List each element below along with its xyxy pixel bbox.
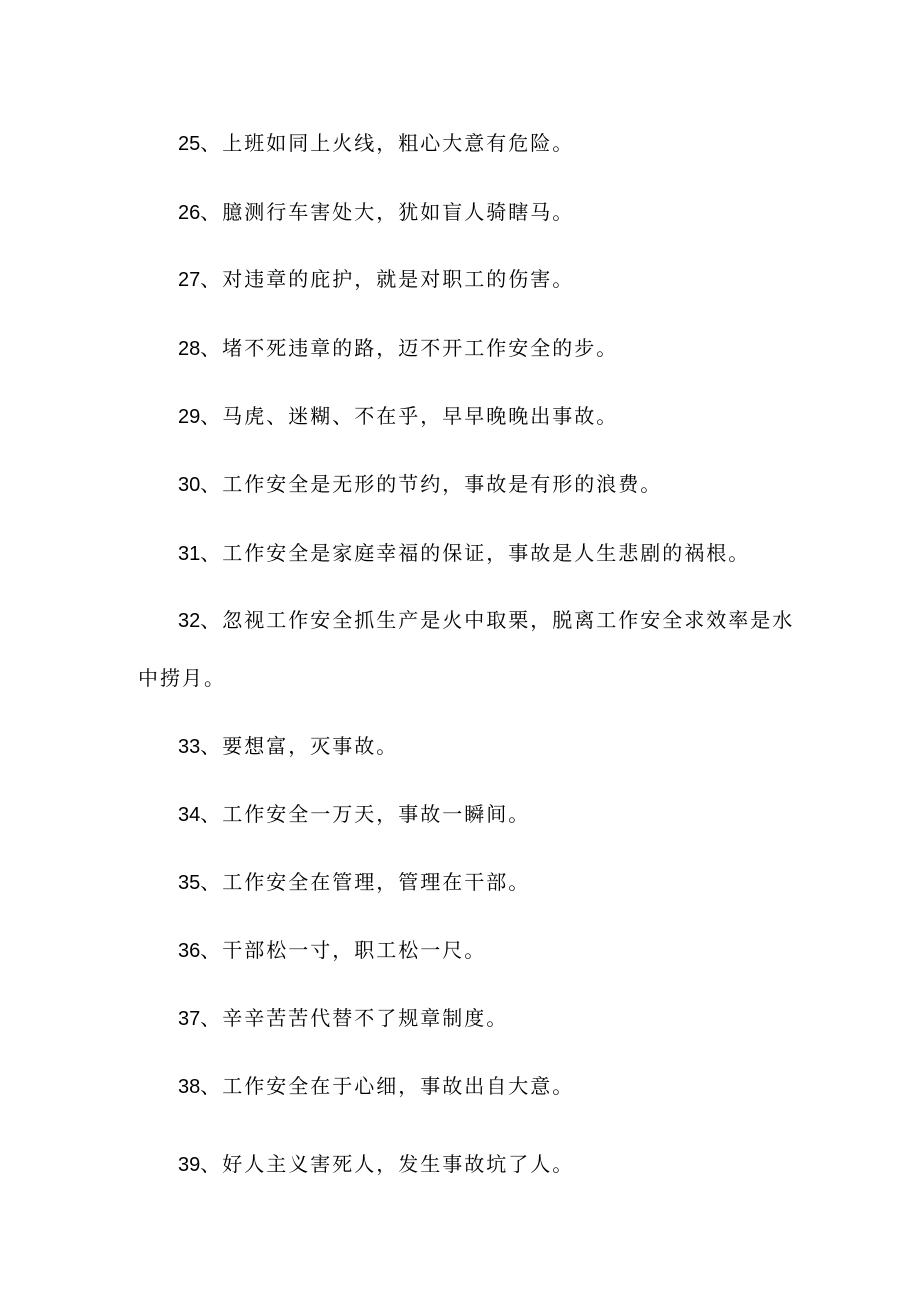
item-number: 39 — [178, 1154, 201, 1176]
item-number: 30 — [178, 474, 201, 496]
slogan-item-26 — [178, 200, 798, 225]
item-number: 37 — [178, 1008, 201, 1030]
item-number: 38 — [178, 1076, 201, 1098]
item-number: 31 — [178, 543, 201, 565]
item-text: 、干部松一寸，职工松一尺。 — [200, 938, 487, 962]
item-text: 、工作安全是家庭幸福的保证，事故是人生悲剧的祸根。 — [200, 541, 751, 565]
item-number: 34 — [178, 804, 201, 826]
slogan-item-35 — [178, 870, 798, 895]
slogan-item-34 — [178, 802, 798, 827]
slogan-item-36 — [178, 938, 798, 963]
item-text: 、好人主义害死人，发生事故坑了人。 — [200, 1152, 575, 1176]
item-text: 、工作安全在管理，管理在干部。 — [200, 870, 531, 894]
slogan-item-28 — [178, 336, 798, 361]
item-text: 、工作安全是无形的节约，事故是有形的浪费。 — [200, 472, 663, 496]
slogan-item-31 — [178, 541, 798, 566]
item-number: 35 — [178, 872, 201, 894]
item-number: 26 — [178, 202, 201, 224]
item-text: 、工作安全在于心细，事故出自大意。 — [200, 1074, 575, 1098]
item-number: 32 — [178, 610, 201, 632]
item-text: 、要想富，灭事故。 — [200, 734, 399, 758]
slogan-item-30 — [178, 472, 798, 497]
slogan-item-29 — [178, 404, 798, 429]
item-text: 、辛辛苦苦代替不了规章制度。 — [200, 1006, 509, 1030]
item-text: 、忽视工作安全抓生产是火中取栗，脱离工作安全求效率是水 — [200, 608, 795, 632]
item-text: 、堵不死违章的路，迈不开工作安全的步。 — [200, 336, 619, 360]
slogan-item-37 — [178, 1006, 798, 1031]
slogan-item-38 — [178, 1074, 798, 1099]
item-text: 、上班如同上火线，粗心大意有危险。 — [200, 131, 575, 155]
slogan-item-33 — [178, 734, 798, 759]
item-text: 、马虎、迷糊、不在乎，早早晚晚出事故。 — [200, 404, 619, 428]
item-number: 27 — [178, 269, 201, 291]
slogan-item-32-continuation: 中捞月。 — [138, 666, 226, 690]
item-text: 、工作安全一万天，事故一瞬间。 — [200, 802, 531, 826]
item-text: 、臆测行车害处大，犹如盲人骑瞎马。 — [200, 200, 575, 224]
slogan-item-25 — [178, 131, 798, 156]
item-number: 28 — [178, 338, 201, 360]
item-number: 36 — [178, 940, 201, 962]
item-number: 33 — [178, 736, 201, 758]
item-text: 、对违章的庇护，就是对职工的伤害。 — [200, 267, 575, 291]
slogan-item-32 — [178, 608, 798, 633]
slogan-item-27 — [178, 267, 798, 292]
item-number: 25 — [178, 133, 201, 155]
item-number: 29 — [178, 406, 201, 428]
slogan-item-39 — [178, 1152, 798, 1177]
